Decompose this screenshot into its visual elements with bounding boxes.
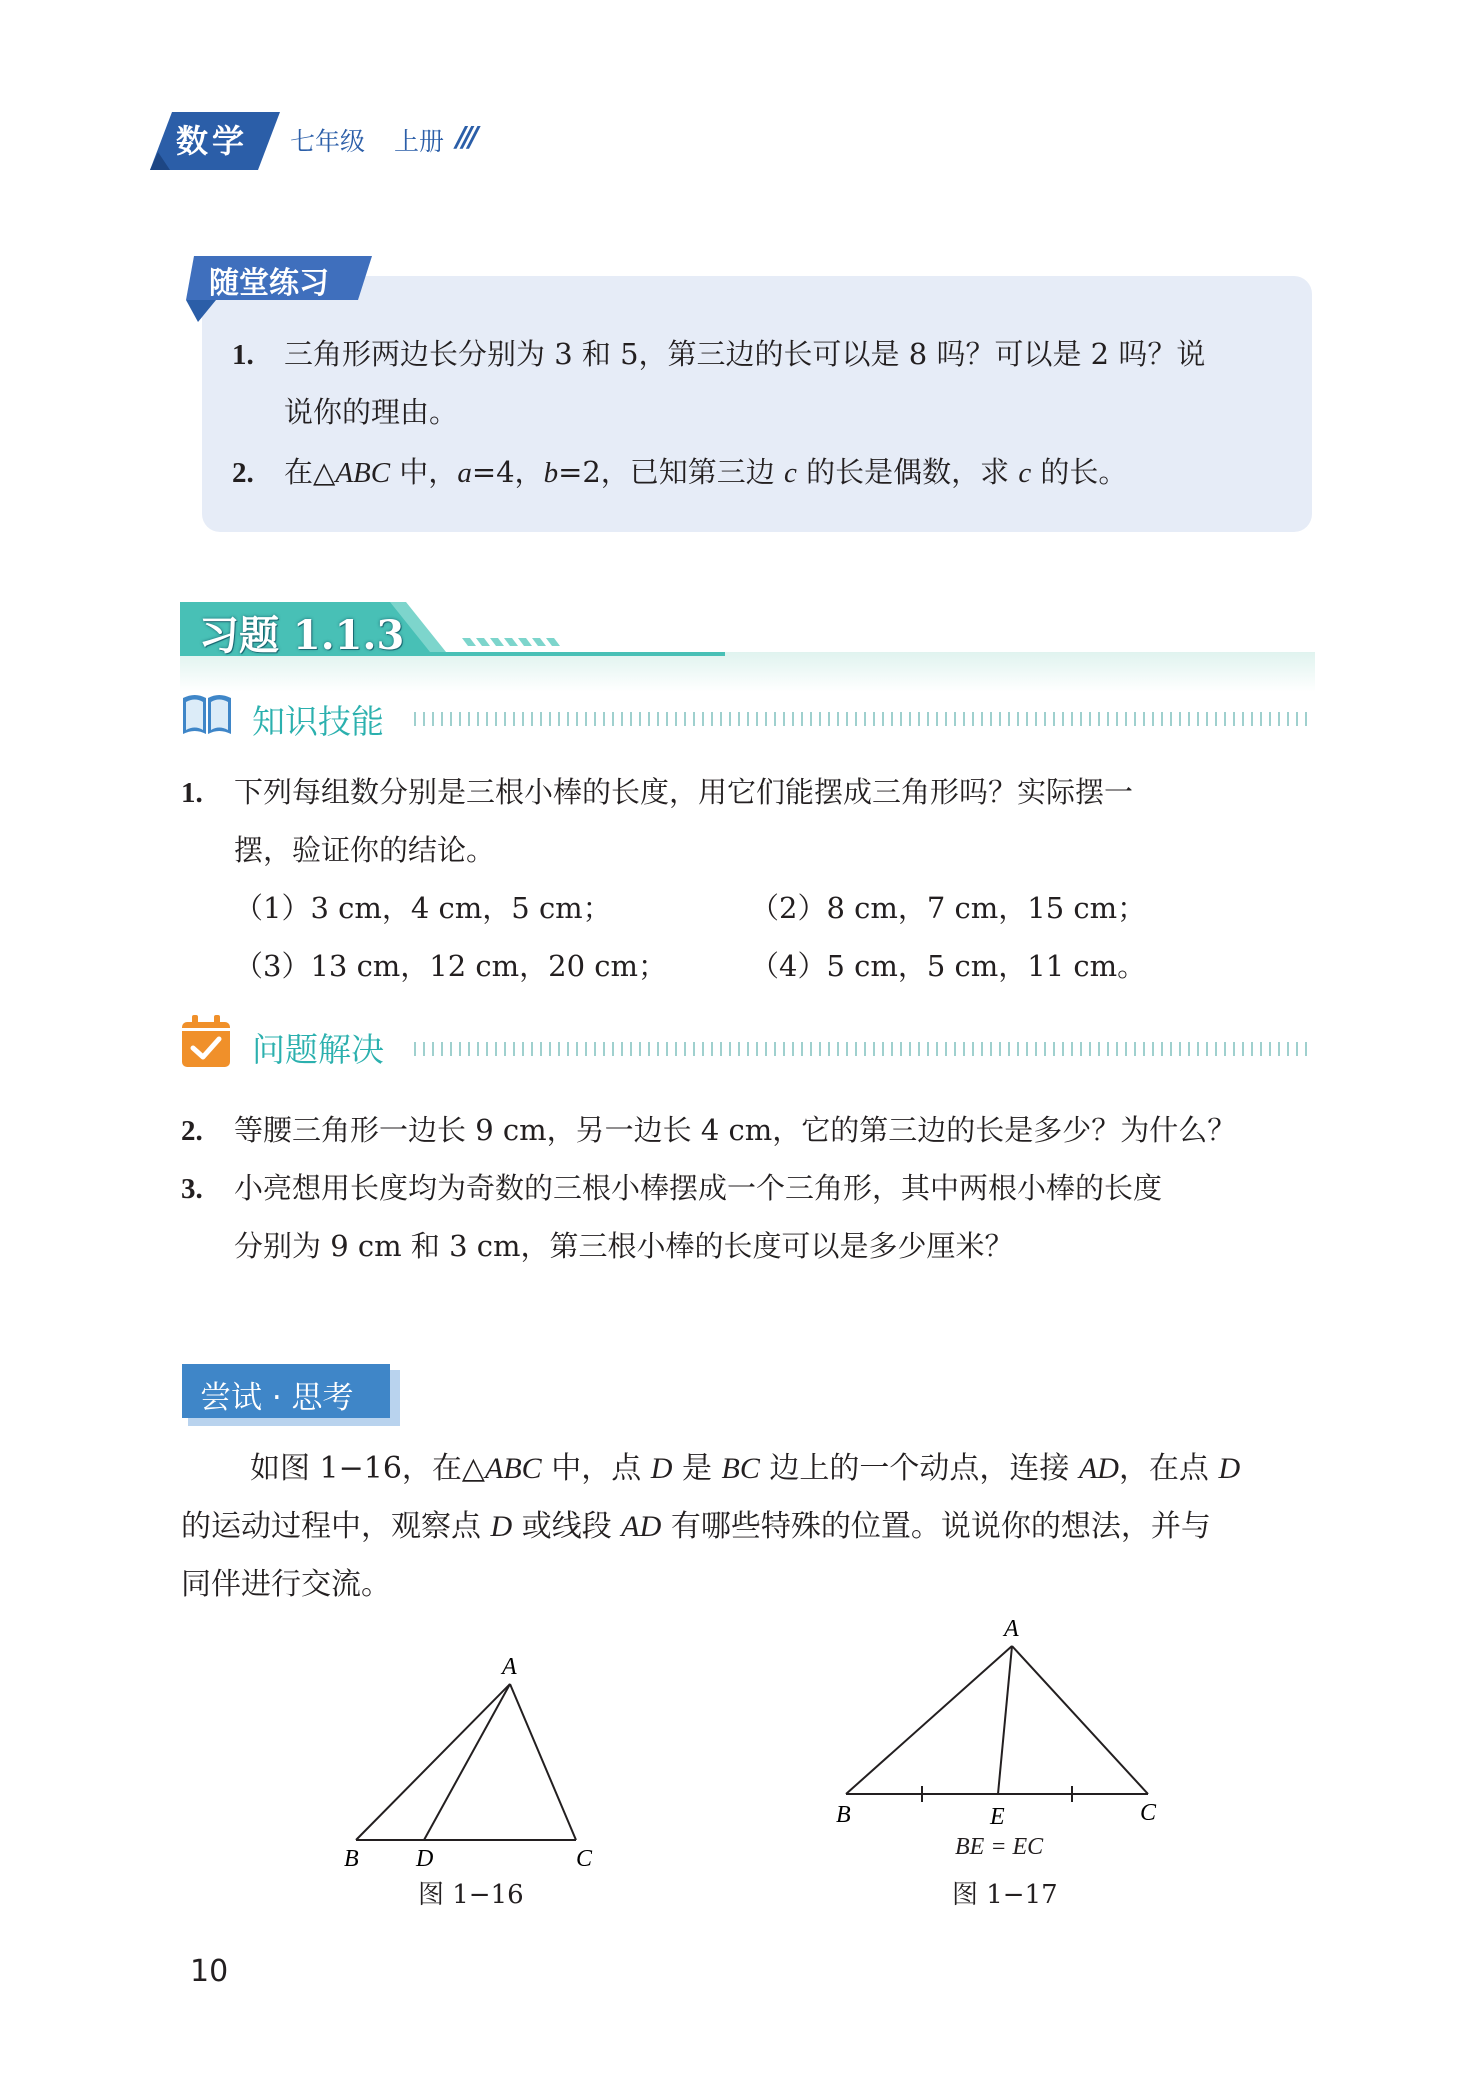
try-think-line1: 如图 1−16，在△ABC 中，点 D 是 BC 边上的一个动点，连接 AD，在点 D xyxy=(250,1451,1241,1486)
practice-tag-label: 随堂练习 xyxy=(209,266,329,301)
exercise-q3-line2: 分别为 9 cm 和 3 cm，第三根小棒的长度可以是多少厘米？ xyxy=(234,1229,1014,1263)
exercise-q2-number: 2. xyxy=(181,1115,203,1147)
point-a-label: A xyxy=(502,1654,517,1680)
try-think-line3: 同伴进行交流。 xyxy=(181,1567,391,1602)
volume-label: 上册 xyxy=(394,127,445,156)
segment-ae xyxy=(998,1646,1012,1794)
practice-q1-line1: 三角形两边长分别为 3 和 5，第三边的长可以是 8 吗？可以是 2 吗？说 xyxy=(284,337,1206,371)
exercise-q1-option-3: （3）13 cm，12 cm，20 cm； xyxy=(234,949,668,983)
exercise-q1-option-1: （1）3 cm，4 cm，5 cm； xyxy=(234,891,612,925)
point-c-label: C xyxy=(1140,1800,1157,1826)
exercise-q1-option-4: （4）5 cm，5 cm，11 cm。 xyxy=(750,949,1147,983)
exercise-q3-number: 3. xyxy=(181,1173,203,1205)
practice-q2-number: 2. xyxy=(232,457,254,489)
section-divider xyxy=(414,712,1314,726)
point-d-label: D xyxy=(416,1846,434,1870)
exercise-title: 习题 1.1.3 xyxy=(199,612,405,659)
practice-q2-text: 在△ABC 中，a=4，b=2，已知第三边 c 的长是偶数，求 c 的长。 xyxy=(284,455,1128,489)
figure-1-17-caption: 图 1−17 xyxy=(952,1880,1058,1910)
exercise-q1-line2: 摆，验证你的结论。 xyxy=(234,833,496,867)
side-ac xyxy=(1012,1646,1148,1794)
figure-1-17 xyxy=(826,1614,1176,1844)
figure-1-16 xyxy=(330,1650,630,1870)
figure-1-16-caption: 图 1−16 xyxy=(418,1880,524,1910)
exercise-q1-number: 1. xyxy=(181,777,203,809)
figure-1-17-note: BE = EC xyxy=(955,1834,1044,1860)
knowledge-section-title: 知识技能 xyxy=(252,702,384,741)
exercise-q3-line1: 小亮想用长度均为奇数的三根小棒摆成一个三角形，其中两根小棒的长度 xyxy=(234,1171,1163,1205)
side-ab xyxy=(846,1646,1012,1794)
point-c-label: C xyxy=(576,1846,593,1870)
point-a-label: A xyxy=(1004,1616,1019,1642)
subject-label: 数学 xyxy=(176,122,249,160)
practice-q1-line2: 说你的理由。 xyxy=(284,395,459,429)
section-divider xyxy=(414,1042,1314,1056)
exercise-q1-line1: 下列每组数分别是三根小棒的长度，用它们能摆成三角形吗？实际摆一 xyxy=(234,775,1134,809)
grade-label: 七年级 xyxy=(290,127,366,156)
practice-q1-number: 1. xyxy=(232,339,254,371)
exercise-q2-text: 等腰三角形一边长 9 cm，另一边长 4 cm，它的第三边的长是多少？为什么？ xyxy=(234,1113,1237,1147)
side-ac xyxy=(510,1684,576,1840)
segment-ad xyxy=(424,1684,510,1840)
calendar-check-icon xyxy=(181,1014,231,1068)
book-icon xyxy=(181,692,233,738)
point-b-label: B xyxy=(836,1802,851,1828)
side-ab xyxy=(356,1684,510,1840)
header-slashes: /// xyxy=(456,120,475,153)
page-number: 10 xyxy=(190,1954,229,1989)
try-think-line2: 的运动过程中，观察点 D 或线段 AD 有哪些特殊的位置。说说你的想法，并与 xyxy=(181,1509,1211,1544)
problem-section-title: 问题解决 xyxy=(252,1030,384,1069)
exercise-q1-option-2: （2）8 cm，7 cm，15 cm； xyxy=(750,891,1147,925)
point-e-label: E xyxy=(990,1804,1005,1830)
try-think-label: 尝试 · 思考 xyxy=(200,1380,354,1416)
point-b-label: B xyxy=(344,1846,359,1870)
